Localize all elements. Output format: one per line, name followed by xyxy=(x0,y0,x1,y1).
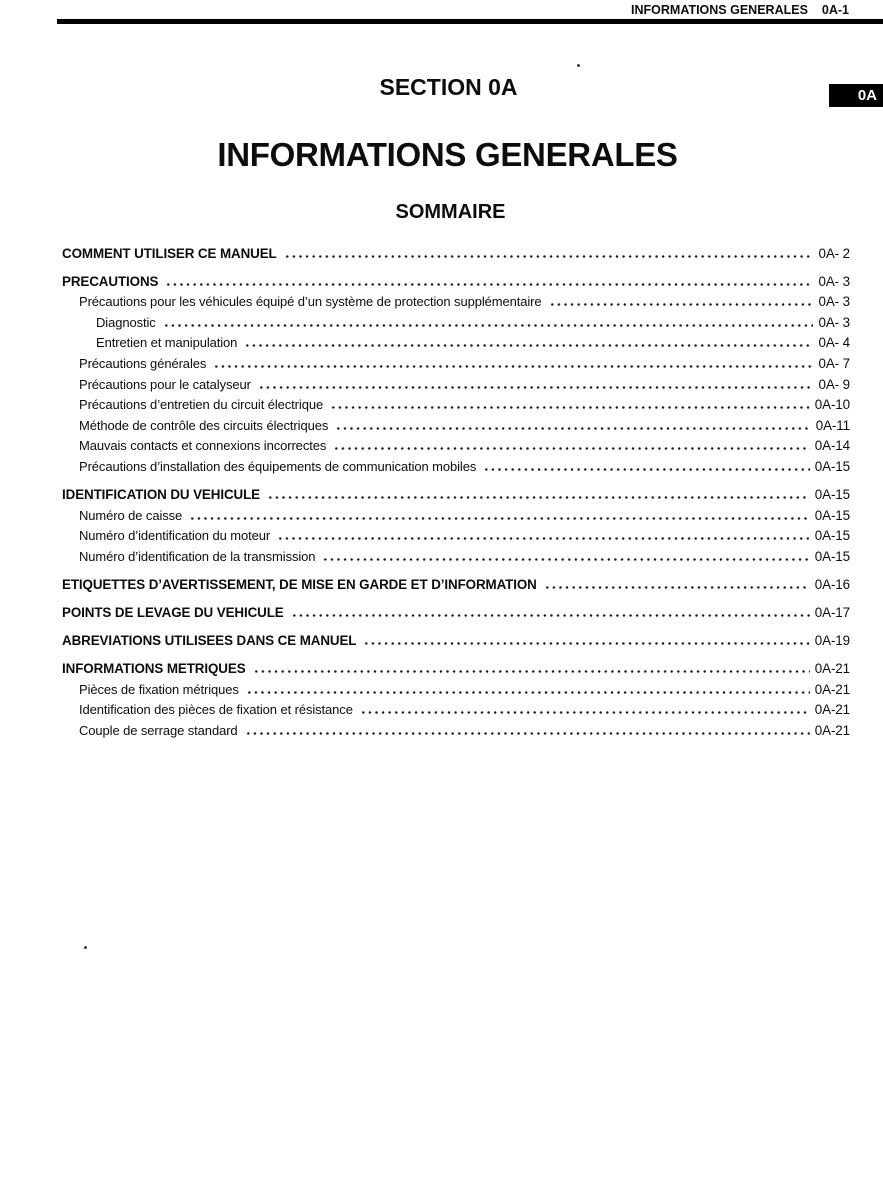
toc-dot-leader xyxy=(284,255,814,258)
toc-entry-label: Couple de serrage standard xyxy=(79,722,238,738)
toc-row xyxy=(62,292,850,313)
toc-dot-leader xyxy=(363,642,809,645)
toc-entry-page: 0A-15 xyxy=(814,458,850,474)
toc-entry-page: 0A-21 xyxy=(814,702,850,718)
toc-entry-page: 0A-10 xyxy=(814,397,850,413)
toc-entry-label: Numéro d’identification de la transmission xyxy=(79,548,316,564)
toc-entry-label: INFORMATIONS METRIQUES xyxy=(62,661,246,677)
toc-entry-page: 0A-11 xyxy=(815,417,850,433)
toc-dot-leader xyxy=(258,386,814,389)
toc-row xyxy=(62,575,850,596)
toc-entry-page: 0A-15 xyxy=(814,487,850,503)
toc-dot-leader xyxy=(244,344,813,347)
section-tab-badge: 0A xyxy=(829,84,883,107)
toc-row xyxy=(62,395,850,416)
toc-row xyxy=(62,603,850,624)
toc-row xyxy=(62,680,850,701)
toc-entry-label: Mauvais contacts et connexions incorrectes xyxy=(79,438,327,454)
toc-entry-label: Numéro de caisse xyxy=(79,507,183,523)
toc-row xyxy=(62,272,850,293)
toc-dot-leader xyxy=(549,303,814,306)
toc-entry-page: 0A-15 xyxy=(814,507,850,523)
toc-entry-label: ABREVIATIONS UTILISEES DANS CE MANUEL xyxy=(62,633,357,649)
toc-dot-leader xyxy=(333,447,810,450)
toc-entry-page: 0A-15 xyxy=(814,548,850,564)
toc-row xyxy=(62,436,850,457)
toc-entry-label: Entretien et manipulation xyxy=(96,335,238,351)
toc-entry-page: 0A- 9 xyxy=(818,376,850,392)
toc-dot-leader xyxy=(267,496,810,499)
toc-dot-leader xyxy=(322,558,809,561)
toc-entry-page: 0A-17 xyxy=(814,605,850,620)
toc-row xyxy=(62,547,850,568)
toc-entry-page: 0A-16 xyxy=(814,576,850,592)
toc-entry-page: 0A-21 xyxy=(814,661,850,677)
toc-entry-label: Précautions générales xyxy=(79,355,207,371)
scan-speck xyxy=(577,64,580,67)
toc-entry-label: COMMENT UTILISER CE MANUEL xyxy=(62,245,277,261)
toc-dot-leader xyxy=(544,586,810,589)
toc-heading: SOMMAIRE xyxy=(395,201,506,223)
toc-row xyxy=(62,457,850,478)
header-rule xyxy=(57,19,883,24)
toc-entry-label: PRECAUTIONS xyxy=(62,273,159,289)
toc-row xyxy=(62,416,850,437)
running-head xyxy=(631,3,849,17)
toc-entry-label: Pièces de fixation métriques xyxy=(79,681,239,697)
toc-dot-leader xyxy=(330,406,810,409)
toc-row xyxy=(62,375,850,396)
toc-dot-leader xyxy=(213,365,813,368)
toc-entry-page: 0A-21 xyxy=(814,722,850,738)
toc-row xyxy=(62,721,850,742)
toc-entry-page: 0A- 7 xyxy=(818,355,850,371)
running-head-title: INFORMATIONS GENERALES xyxy=(631,3,808,17)
toc-row xyxy=(62,700,850,721)
scan-speck xyxy=(84,946,87,949)
toc-row xyxy=(62,313,850,334)
toc-entry-page: 0A-21 xyxy=(814,681,850,697)
toc-row xyxy=(62,526,850,547)
toc-entry-page: 0A- 3 xyxy=(818,273,850,289)
toc-entry-label: ETIQUETTES D’AVERTISSEMENT, DE MISE EN GARDE ET D’INFORMATION xyxy=(62,576,537,592)
toc-entry-label: Diagnostic xyxy=(96,314,156,330)
toc-entry-page: 0A- 3 xyxy=(818,314,850,330)
toc-entry-label: Précautions pour le catalyseur xyxy=(79,376,251,392)
toc-entry-label: Numéro d’identification du moteur xyxy=(79,528,271,544)
toc-entry-label: Précautions d’entretien du circuit électrique xyxy=(79,397,324,413)
toc-entry-label: IDENTIFICATION DU VEHICULE xyxy=(62,487,261,503)
toc-dot-leader xyxy=(291,614,810,617)
toc-dot-leader xyxy=(253,670,810,673)
toc-row xyxy=(62,333,850,354)
toc-entry-label: Identification des pièces de fixation et résistance xyxy=(79,702,353,718)
toc-entry-page: 0A-14 xyxy=(814,438,850,454)
toc-row xyxy=(62,631,850,652)
toc-entry-page: 0A- 3 xyxy=(818,294,850,310)
toc-entry-label: Précautions pour les véhicules équipé d’un système de protection supplémentaire xyxy=(79,294,542,310)
toc-row xyxy=(62,354,850,375)
running-head-page-ref: 0A-1 xyxy=(821,3,849,17)
toc-dot-leader xyxy=(483,468,810,471)
toc-dot-leader xyxy=(163,324,814,327)
toc-dot-leader xyxy=(277,537,810,540)
toc-entry-page: 0A-15 xyxy=(814,528,850,544)
page-title: INFORMATIONS GENERALES xyxy=(217,136,678,173)
toc-row xyxy=(62,244,850,265)
toc-dot-leader xyxy=(335,427,811,430)
toc-row xyxy=(62,485,850,506)
toc-dot-leader xyxy=(165,283,813,286)
toc-entry-label: POINTS DE LEVAGE DU VEHICULE xyxy=(62,605,284,620)
toc-entry-page: 0A- 2 xyxy=(818,245,850,261)
section-label: SECTION 0A xyxy=(379,74,518,100)
toc-dot-leader xyxy=(246,691,810,694)
toc-list xyxy=(62,236,850,742)
toc-entry-page: 0A- 4 xyxy=(818,335,850,351)
toc-entry-label: Précautions d’installation des équipements de communication mobiles xyxy=(79,458,477,474)
toc-dot-leader xyxy=(360,711,810,714)
toc-row xyxy=(62,506,850,527)
toc-entry-page: 0A-19 xyxy=(814,633,850,649)
toc-entry-label: Méthode de contrôle des circuits électriques xyxy=(79,417,329,433)
toc-row xyxy=(62,659,850,680)
toc-dot-leader xyxy=(189,517,810,520)
toc-dot-leader xyxy=(245,732,810,735)
